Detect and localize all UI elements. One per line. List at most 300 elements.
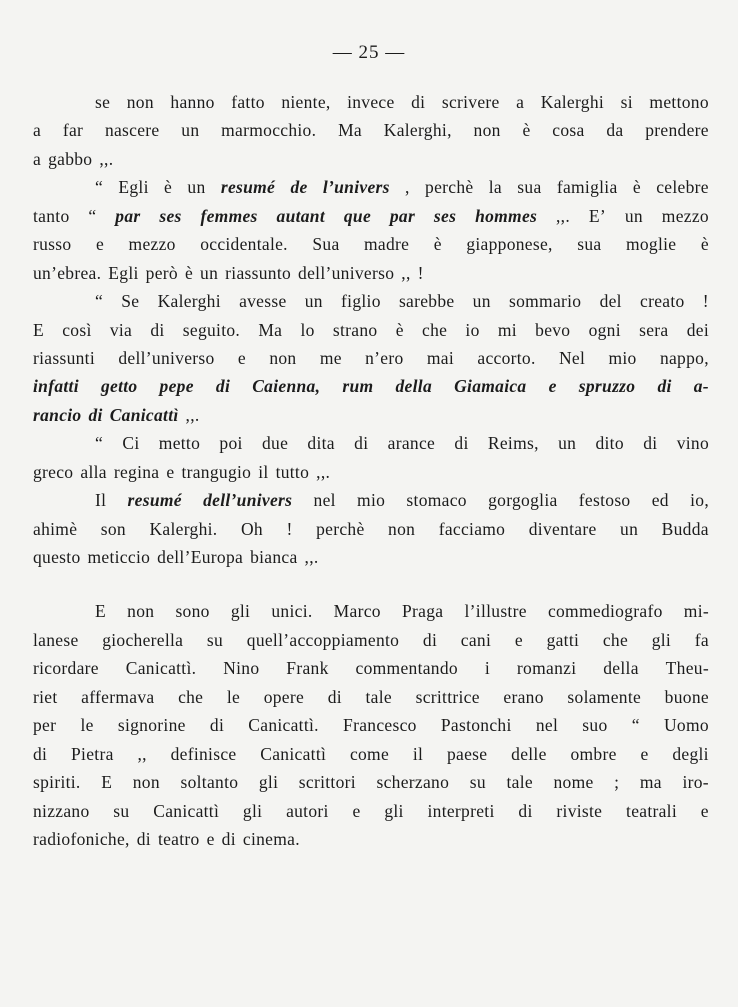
- word: dell’Europa: [157, 547, 244, 567]
- word: Theu-: [665, 658, 709, 679]
- word: dell’universo: [118, 347, 215, 368]
- word: non: [269, 347, 297, 368]
- text-line: [33, 740, 709, 768]
- word: perchè: [425, 177, 474, 198]
- word: Frank: [286, 658, 329, 679]
- word: arance: [387, 433, 436, 454]
- word: ses: [433, 205, 457, 226]
- word: un: [624, 205, 643, 226]
- word: sua: [577, 234, 602, 255]
- word: a: [33, 120, 42, 141]
- word: tale: [365, 686, 392, 707]
- text-line: [33, 515, 709, 543]
- word: la: [488, 177, 502, 198]
- word: bianca: [250, 547, 298, 567]
- word: Ma: [258, 319, 283, 340]
- text-line: [33, 230, 709, 258]
- word: prendere: [645, 120, 709, 141]
- word: dell’universo: [298, 262, 395, 283]
- word: romanzi: [516, 658, 577, 679]
- text-line: [33, 401, 709, 429]
- word: par: [389, 205, 416, 226]
- word: dei: [686, 319, 709, 340]
- word: resumé: [127, 490, 182, 511]
- word: di: [454, 433, 469, 454]
- word: della: [395, 376, 432, 397]
- word: “: [95, 177, 104, 198]
- word: delle: [511, 743, 547, 764]
- word: !: [417, 262, 424, 283]
- word: dell’univers: [203, 490, 293, 511]
- word: “: [631, 715, 640, 736]
- word: suo: [582, 715, 608, 736]
- word: interpreti: [427, 800, 495, 821]
- word: riassunto: [225, 262, 292, 283]
- text-line: [33, 825, 709, 853]
- word: ,,.: [556, 205, 571, 226]
- word: creato: [640, 291, 685, 312]
- word: ricordare: [33, 658, 99, 679]
- word: sua: [517, 177, 542, 198]
- word: famiglia: [556, 177, 618, 198]
- word: e: [352, 800, 361, 821]
- word: nel: [313, 490, 336, 511]
- word: nome: [553, 772, 594, 793]
- word: mi: [497, 319, 517, 340]
- word: ,,.: [185, 404, 200, 425]
- word: Marco: [333, 601, 381, 622]
- word: è: [632, 177, 641, 198]
- word: di: [354, 433, 369, 454]
- word: marmocchio.: [221, 120, 317, 141]
- word: par: [115, 205, 141, 226]
- text-line: [33, 626, 709, 654]
- word: e: [640, 743, 649, 764]
- word: autori: [286, 800, 329, 821]
- word: da: [606, 120, 624, 141]
- word: Uomo: [663, 715, 709, 736]
- word: teatrali: [626, 800, 678, 821]
- word: gli: [258, 772, 279, 793]
- word: E’: [588, 205, 606, 226]
- word: i: [484, 658, 491, 679]
- word: strano: [332, 319, 378, 340]
- page-number: — 25 —: [332, 42, 406, 63]
- word: facciamo: [438, 518, 506, 539]
- word: fa: [694, 629, 709, 650]
- word: del: [599, 291, 622, 312]
- word: su: [206, 629, 224, 650]
- word: si: [620, 92, 633, 112]
- word: accorto.: [477, 347, 536, 368]
- word: non: [388, 518, 416, 539]
- word: e: [548, 376, 557, 397]
- paragraph-gap: [33, 571, 709, 597]
- word: invece: [347, 92, 395, 112]
- word: cinema.: [242, 828, 300, 849]
- word: di: [33, 743, 48, 764]
- word: iro-: [682, 772, 709, 793]
- word: non: [473, 120, 501, 141]
- word: non: [127, 601, 155, 622]
- word: festoso: [578, 490, 631, 511]
- text-line: [33, 259, 709, 287]
- word: a-: [693, 376, 709, 397]
- word: Pastonchi: [440, 715, 512, 736]
- word: “: [95, 291, 104, 312]
- word: così: [62, 319, 92, 340]
- word: nascere: [104, 120, 160, 141]
- word: Kalerghi.: [149, 518, 218, 539]
- word: infatti: [33, 376, 79, 397]
- word: degli: [672, 743, 709, 764]
- word: e: [514, 629, 523, 650]
- word: ;: [614, 772, 620, 793]
- word: Kalerghi: [157, 291, 221, 312]
- word: ma: [639, 772, 662, 793]
- word: un: [304, 291, 323, 312]
- word: ogni: [588, 319, 621, 340]
- word: femmes: [200, 205, 258, 226]
- word: che: [602, 629, 629, 650]
- word: sommario: [508, 291, 582, 312]
- word: Canicattì: [153, 800, 220, 821]
- word: Canicattì.: [125, 658, 197, 679]
- word: Kalerghi,: [383, 120, 452, 141]
- word: pepe: [159, 376, 194, 397]
- word: ombre: [570, 743, 617, 764]
- word: è: [395, 319, 404, 340]
- word: Kalerghi: [540, 92, 605, 112]
- word: giapponese,: [466, 234, 553, 255]
- text-line: [33, 797, 709, 825]
- word: sarebbe: [398, 291, 455, 312]
- word: commediografo: [547, 601, 663, 622]
- word: mezzo: [128, 234, 176, 255]
- word: l’illustre: [464, 601, 527, 622]
- word: io: [465, 319, 480, 340]
- word: nel: [535, 715, 559, 736]
- word: n’ero: [365, 347, 404, 368]
- word: spruzzo: [578, 376, 636, 397]
- word: e: [206, 828, 215, 849]
- word: regina: [113, 461, 160, 482]
- text-line: [33, 202, 709, 230]
- word: Oh: [240, 518, 263, 539]
- word: sono: [175, 601, 210, 622]
- word: Se: [121, 291, 140, 312]
- word: su: [113, 800, 130, 821]
- word: niente,: [281, 92, 331, 112]
- text-line: [33, 711, 709, 739]
- word: le: [80, 715, 94, 736]
- word: dito: [595, 433, 624, 454]
- word: mai: [426, 347, 455, 368]
- word: mio: [357, 490, 386, 511]
- word: a: [33, 148, 42, 169]
- word: avesse: [239, 291, 287, 312]
- word: di: [422, 629, 438, 650]
- word: Ma: [338, 120, 362, 141]
- word: ,,.: [99, 148, 114, 169]
- word: definisce: [170, 743, 237, 764]
- word: tanto: [33, 205, 70, 226]
- word: mezzo: [661, 205, 709, 226]
- word: mettono: [649, 92, 709, 112]
- word: Nino: [223, 658, 260, 679]
- word: un: [200, 262, 219, 283]
- word: di: [136, 828, 151, 849]
- word: ,,: [137, 743, 147, 764]
- word: Ci: [122, 433, 140, 454]
- word: non: [126, 92, 154, 112]
- word: l’univers: [322, 177, 390, 198]
- word: perchè: [316, 518, 365, 539]
- word: Praga: [402, 601, 444, 622]
- text-line: [33, 145, 709, 173]
- word: se: [95, 92, 111, 112]
- word: un: [620, 518, 639, 539]
- word: su: [469, 772, 486, 793]
- word: ahimè: [33, 518, 78, 539]
- word: figlio: [341, 291, 381, 312]
- word: resumé: [220, 177, 276, 198]
- word: per: [33, 715, 57, 736]
- word: e: [700, 800, 709, 821]
- word: sera: [639, 319, 669, 340]
- word: scrivere: [441, 92, 500, 112]
- word: seguito.: [182, 319, 241, 340]
- word: E: [101, 772, 113, 793]
- word: spiriti.: [33, 772, 81, 793]
- word: commentando: [355, 658, 458, 679]
- word: due: [261, 433, 289, 454]
- word: scrittrice: [415, 686, 480, 707]
- word: ,,.: [304, 547, 319, 567]
- word: signorine: [117, 715, 186, 736]
- text-line: [33, 116, 709, 144]
- word: hanno: [170, 92, 215, 112]
- word: a: [516, 92, 525, 112]
- word: mio: [608, 347, 637, 368]
- word: radiofoniche,: [33, 828, 130, 849]
- text-line: [33, 654, 709, 682]
- word: Budda: [661, 518, 709, 539]
- word: il: [412, 743, 424, 764]
- word: moglie: [625, 234, 677, 255]
- word: metto: [158, 433, 201, 454]
- word: è: [164, 177, 173, 198]
- word: celebre: [656, 177, 709, 198]
- word: e: [95, 234, 105, 255]
- word: tale: [506, 772, 533, 793]
- word: bevo: [535, 319, 571, 340]
- word: riviste: [556, 800, 603, 821]
- word: gli: [242, 800, 263, 821]
- word: non: [132, 772, 160, 793]
- word: hommes: [475, 205, 538, 226]
- word: un’ebrea.: [33, 262, 102, 283]
- word: “: [95, 433, 104, 454]
- word: della: [603, 658, 639, 679]
- text-line: [33, 88, 709, 116]
- word: fatto: [231, 92, 265, 112]
- text-line: [33, 316, 709, 344]
- word: Canicattì: [260, 743, 327, 764]
- word: di: [215, 376, 231, 397]
- word: autant: [276, 205, 326, 226]
- word: Caienna,: [252, 376, 321, 397]
- word: opere: [263, 686, 305, 707]
- word: soltanto: [180, 772, 239, 793]
- word: vino: [676, 433, 709, 454]
- word: un: [187, 177, 206, 198]
- word: però: [145, 262, 178, 283]
- text-line: [33, 429, 709, 457]
- word: Il: [95, 490, 107, 511]
- word: di: [657, 376, 672, 397]
- word: dita: [307, 433, 335, 454]
- word: Canicattì.: [248, 715, 319, 736]
- word: !: [702, 291, 709, 312]
- word: è: [184, 262, 194, 283]
- word: Nel: [558, 347, 586, 368]
- word: greco: [33, 461, 74, 482]
- word: mi-: [683, 601, 709, 622]
- word: di: [411, 92, 426, 112]
- word: le: [226, 686, 241, 707]
- word: il: [258, 461, 269, 482]
- word: de: [290, 177, 308, 198]
- word: !: [286, 518, 293, 539]
- word: un: [181, 120, 200, 141]
- word: Reims,: [487, 433, 539, 454]
- word: Egli: [118, 177, 149, 198]
- word: gorgoglia: [488, 490, 558, 511]
- word: madre: [364, 234, 410, 255]
- word: E: [95, 601, 106, 622]
- word: di: [88, 404, 103, 425]
- text-line: [33, 768, 709, 796]
- word: gli: [384, 800, 404, 821]
- word: getto: [100, 376, 138, 397]
- word: di: [209, 715, 225, 736]
- word: un: [558, 433, 577, 454]
- word: lo: [300, 319, 315, 340]
- word: far: [62, 120, 84, 141]
- word: nappo,: [659, 347, 709, 368]
- text-line: [33, 173, 709, 201]
- word: di: [643, 433, 658, 454]
- word: ses: [159, 205, 182, 226]
- word: di: [518, 800, 533, 821]
- word: buone: [664, 686, 709, 707]
- word: è: [433, 234, 442, 255]
- word: alla: [80, 461, 107, 482]
- word: un: [472, 291, 491, 312]
- text-line: [33, 683, 709, 711]
- word: ,,: [401, 262, 411, 283]
- body-text: [33, 88, 709, 853]
- word: Egli: [108, 262, 139, 283]
- word: è: [522, 120, 531, 141]
- word: que: [343, 205, 372, 226]
- word: solamente: [567, 686, 642, 707]
- text-line: [33, 372, 709, 400]
- word: tutto: [275, 461, 310, 482]
- word: di: [327, 686, 342, 707]
- word: stomaco: [406, 490, 467, 511]
- word: gli: [230, 601, 251, 622]
- word: scherzano: [376, 772, 450, 793]
- word: diventare: [528, 518, 597, 539]
- word: cosa: [552, 120, 585, 141]
- word: io,: [690, 490, 709, 511]
- word: occidentale.: [200, 234, 288, 255]
- word: come: [349, 743, 390, 764]
- word: gabbo: [48, 148, 93, 169]
- word: Giamaica: [454, 376, 527, 397]
- word: affermava: [81, 686, 155, 707]
- text-line: [33, 344, 709, 372]
- word: son: [100, 518, 126, 539]
- word: paese: [446, 743, 488, 764]
- word: rancio: [33, 404, 82, 425]
- word: cani: [460, 629, 492, 650]
- word: ,: [405, 177, 410, 198]
- word: trangugio: [181, 461, 252, 482]
- word: erano: [503, 686, 544, 707]
- word: me: [319, 347, 342, 368]
- text-line: [33, 486, 709, 514]
- word: è: [700, 234, 709, 255]
- text-line: [33, 543, 709, 571]
- word: “: [88, 205, 97, 226]
- word: ed: [651, 490, 669, 511]
- text-line: [33, 287, 709, 315]
- word: ,,.: [316, 461, 331, 482]
- word: Francesco: [343, 715, 417, 736]
- word: quell’accoppiamento: [246, 629, 400, 650]
- word: di: [150, 319, 165, 340]
- word: unici.: [271, 601, 313, 622]
- word: russo: [33, 234, 72, 255]
- word: gli: [651, 629, 672, 650]
- word: E: [33, 319, 44, 340]
- word: Canicattì: [109, 404, 179, 425]
- word: riet: [33, 686, 58, 707]
- word: riassunti: [33, 347, 96, 368]
- word: nizzano: [33, 800, 90, 821]
- word: che: [178, 686, 204, 707]
- word: di: [221, 828, 236, 849]
- word: e: [166, 461, 175, 482]
- word: gatti: [546, 629, 580, 650]
- word: rum: [342, 376, 374, 397]
- word: teatro: [157, 828, 200, 849]
- word: lanese: [33, 629, 79, 650]
- word: e: [237, 347, 246, 368]
- word: che: [422, 319, 448, 340]
- word: via: [109, 319, 133, 340]
- word: scrittori: [298, 772, 356, 793]
- word: Pietra: [71, 743, 114, 764]
- word: Sua: [312, 234, 340, 255]
- text-line: [33, 458, 709, 486]
- text-line: [33, 597, 709, 625]
- word: poi: [219, 433, 243, 454]
- word: giocherella: [102, 629, 184, 650]
